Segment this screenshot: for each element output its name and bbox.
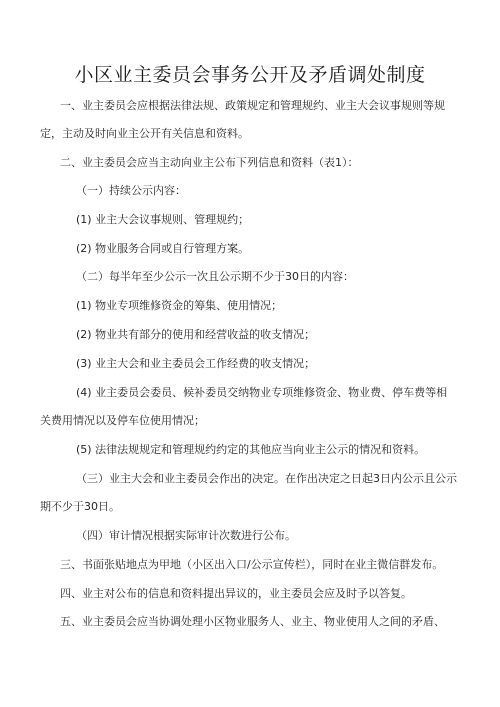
section-2-item-4-line-1: (4) 业主委员会委员、候补委员交纳物业专项维修资金、物业费、停车费等相 — [76, 386, 448, 399]
paragraph-4: 四、业主对公布的信息和资料提出异议的，业主委员会应及时予以答复。 — [60, 587, 412, 600]
section-2-item-2: (2) 物业共有部分的使用和经营收益的收支情况； — [76, 328, 316, 341]
section-2-item-5: (5) 法律法规规定和管理规约约定的其他应当向业主公示的情况和资料。 — [76, 443, 426, 456]
section-4: （四）审计情况根据实际审计次数进行公布。 — [76, 529, 296, 542]
section-3-line-2: 期不少于30日。 — [40, 500, 120, 513]
section-2-heading: （二）每半年至少公示一次且公示期不少于30日的内容： — [76, 270, 354, 283]
section-1-item-1: (1) 业主大会议事规则、管理规约； — [76, 213, 250, 226]
section-3-line-1: （三）业主大会和业主委员会作出的决定。在作出决定之日起3日内公示且公示 — [76, 472, 457, 485]
paragraph-5-line-1: 五、业主委员会应当协调处理小区物业服务人、业主、物业使用人之间的矛盾、 — [60, 615, 445, 628]
paragraph-1-line-1: 一、业主委员会应根据法律法规、政策规定和管理规约、业主大会议事规则等规 — [60, 99, 445, 112]
paragraph-2: 二、业主委员会应当主动向业主公布下列信息和资料（表1）： — [60, 156, 359, 169]
document-title: 小区业主委员会事务公开及矛盾调处制度 — [74, 64, 426, 86]
section-2-item-1: (1) 物业专项维修资金的筹集、使用情况； — [76, 299, 283, 312]
section-1-item-2: (2) 物业服务合同或自行管理方案。 — [76, 242, 250, 255]
section-2-item-4-line-2: 关费用情况以及停车位使用情况； — [40, 414, 205, 427]
section-1-heading: （一）持续公示内容： — [76, 184, 186, 197]
paragraph-1-line-2: 定，主动及时向业主公开有关信息和资料。 — [40, 127, 249, 140]
section-2-item-3: (3) 业主大会和业主委员会工作经费的收支情况； — [76, 357, 316, 370]
paragraph-3: 三、书面张贴地点为甲地（小区出入口/公示宣传栏），同时在业主微信群发布。 — [60, 558, 444, 571]
